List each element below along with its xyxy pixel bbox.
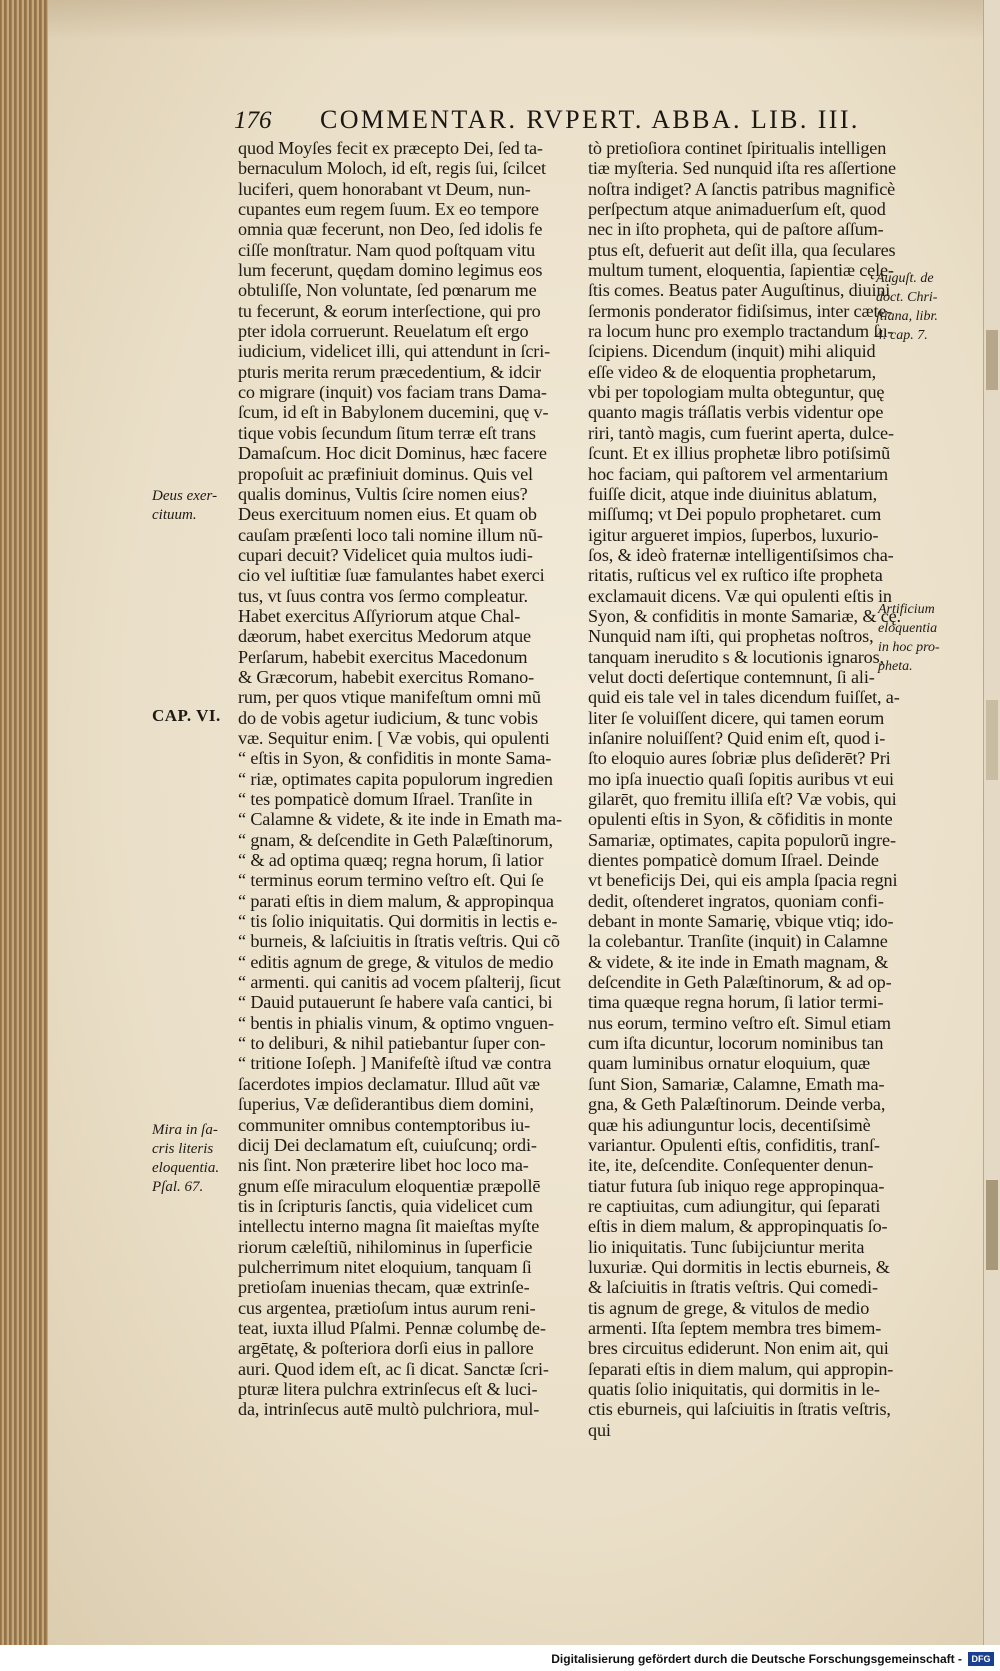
text-line: ſacerdotes impios declamatur. Illud aũt væ bbox=[238, 1073, 540, 1094]
margin-note-line: in hoc pro- bbox=[878, 640, 940, 655]
margin-note-line: pheta. bbox=[878, 659, 913, 674]
text-line: ſos, & ideò fraternæ intelligentiſsimos cha- bbox=[588, 544, 894, 565]
calibration-patch bbox=[986, 700, 998, 780]
text-line: “ burneis, & laſciuitis in ſtratis veſtris. Qui cõ bbox=[238, 931, 560, 952]
text-line: rum, per quos vtique manifeſtum omni mũ bbox=[238, 687, 541, 708]
text-line: tus, vt ſuus contra vos ſermo compleatur. bbox=[238, 585, 528, 606]
text-line: quæ his adiunguntur locis, decentiſsimè bbox=[588, 1114, 871, 1135]
text-line: quod Moyſes fecit ex præcepto Dei, ſed ta- bbox=[238, 138, 543, 158]
text-line: noſtra indiget? A ſanctis patribus magnificè bbox=[588, 178, 896, 199]
text-line: da, intrinſecus autē multò pulchriora, mul- bbox=[238, 1399, 540, 1420]
text-line: la colebantur. Tranſite (inquit) in Calamne bbox=[588, 931, 888, 952]
text-line: do de vobis agetur iudicium, & tunc vobis bbox=[238, 707, 538, 728]
text-line: luxuriæ. Qui dormitis in lectis eburneis, & bbox=[588, 1256, 890, 1277]
dfg-logo-icon: DFG bbox=[968, 1652, 994, 1666]
text-line: bernaculum Moloch, id eſt, regis ſui, ſcilcet bbox=[238, 158, 546, 179]
margin-note-artificium bbox=[878, 600, 940, 676]
text-line: væ. Sequitur enim. [ Væ vobis, qui opulenti bbox=[238, 727, 550, 748]
text-line: argētatę, & poſteriora dorſi eius in pallore bbox=[238, 1338, 534, 1359]
text-line: vt beneficijs Dei, qui eis ampla ſpacia regni bbox=[588, 870, 898, 891]
text-line: co migrare (inquit) vos faciam trans Dama- bbox=[238, 382, 547, 403]
text-line: Syon, & confiditis in monte Samariæ, & cę. bbox=[588, 605, 901, 626]
text-line: eſtis in diem malum, & appropinquatis ſo- bbox=[588, 1216, 888, 1237]
text-line: “ Dauid putauerunt ſe habere vaſa cantici, bi bbox=[238, 992, 553, 1013]
margin-note-line: eloquentia bbox=[878, 621, 938, 636]
text-line: tique vobis ſecundum ſitum terræ eſt trans bbox=[238, 422, 536, 443]
text-line: & Græcorum, habebit exercitus Romano- bbox=[238, 666, 534, 687]
text-line: “ bentis in phialis vinum, & optimo vnguen- bbox=[238, 1012, 554, 1033]
text-line: tiatur futura ſub iniquo rege appropinqua- bbox=[588, 1175, 885, 1196]
text-line: tò pretioſiora continet ſpiritualis intelligen bbox=[588, 138, 887, 158]
text-line: variantur. Opulenti eſtis, confiditis, tranſ- bbox=[588, 1134, 880, 1155]
text-line: miſſumq; vt Dei populo prophetaret. cum bbox=[588, 504, 882, 525]
text-line: exclamauit dicens. Væ qui opulenti eſtis in bbox=[588, 585, 892, 606]
text-line: multum tument, eloquentia, ſapientiæ cęle- bbox=[588, 260, 894, 281]
text-line: perſpectum atque animaduerſum eſt, quod bbox=[588, 199, 886, 220]
text-line: “ to deliburi, & nihil patiebantur ſuper con- bbox=[238, 1033, 546, 1054]
text-line: ſtis comes. Beatus pater Auguſtinus, diuini bbox=[588, 280, 891, 301]
page-header bbox=[234, 105, 874, 141]
text-line: qui bbox=[588, 1419, 611, 1440]
margin-note-line: Auguſt. de bbox=[876, 271, 934, 286]
margin-note-line: Pſal. 67. bbox=[152, 1179, 204, 1195]
text-line: dientes pompaticè domum Iſrael. Deinde bbox=[588, 850, 879, 871]
margin-note-line: doct. Chri- bbox=[876, 290, 938, 305]
text-line: inſanire noluiſſent? Quid enim eſt, quod i- bbox=[588, 727, 886, 748]
text-line: cupari decuit? Videlicet quia multos iudi- bbox=[238, 544, 533, 565]
text-line: communiter omnibus contemptoribus iu- bbox=[238, 1114, 530, 1135]
text-line: & videte, & ite inde in Emath magnam, & bbox=[588, 951, 889, 972]
text-line: deſcendite in Geth Palæſtinorum, & ad op- bbox=[588, 972, 892, 993]
text-line: pulcherrimum nitet eloquium, tanquam ſi bbox=[238, 1256, 532, 1277]
margin-note-line: eloquentia. bbox=[152, 1160, 220, 1176]
text-line: “ armenti. qui canitis ad vocem pſalterij, ſicut bbox=[238, 972, 561, 993]
text-line: ite, ite, deſcendite. Conſequenter denun- bbox=[588, 1155, 874, 1176]
text-line: “ tritione Ioſeph. ] Manifeſtè iſtud væ contra bbox=[238, 1053, 552, 1074]
left-text-column bbox=[238, 138, 584, 1420]
text-line: dicij Dei declamatum eſt, cuiuſcunq; ordi- bbox=[238, 1134, 537, 1155]
text-line: ſto eloquio aures ſobriæ plus deſiderēt? Pri bbox=[588, 748, 891, 769]
text-line: Habet exercitus Aſſyriorum atque Chal- bbox=[238, 605, 521, 626]
text-line: ſcipiens. Dicendum (inquit) mihi aliquid bbox=[588, 341, 876, 362]
text-line: nus eorum, termino veſtro eſt. Simul etiam bbox=[588, 1012, 891, 1033]
text-line: gilarēt, quo fremitu illiſa eſt? Væ vobis, qui bbox=[588, 789, 897, 809]
page-number: 176 bbox=[234, 107, 272, 134]
text-line: intellectu interno magna ſit maieſtas myſte bbox=[238, 1216, 540, 1237]
text-line: “ tes pompaticè domum Iſrael. Tranſite in bbox=[238, 789, 533, 809]
text-line: auri. Quod idem eſt, ac ſi dicat. Sanctæ ſcri- bbox=[238, 1358, 549, 1379]
text-line: ſcum, id eſt in Babylonem ducemini, quę v- bbox=[238, 402, 549, 423]
text-line: ptus eſt, defuerit aut deſit illa, qua ſeculares bbox=[588, 239, 896, 260]
margin-note-line: cituum. bbox=[152, 507, 197, 523]
text-line: cus argentea, prætioſum intus aurum reni- bbox=[238, 1297, 536, 1318]
text-line: ſcunt. Et ex illius prophetæ libro potiſsimũ bbox=[588, 443, 891, 464]
text-line: tima quæque regna horum, ſi latior termi- bbox=[588, 992, 884, 1013]
margin-note-line: Artificium bbox=[878, 602, 935, 617]
text-line: gna, & Geth Palæſtinorum. Deinde verba, bbox=[588, 1094, 886, 1115]
margin-note-deus-exercituum bbox=[152, 487, 217, 525]
text-line: “ parati eſtis in diem malum, & appropinqua bbox=[238, 890, 554, 911]
text-line: tiæ myſteria. Sed nunquid iſta res aſſertione bbox=[588, 158, 896, 179]
text-line: nec in iſto propheta, qui de paſtore aſſum- bbox=[588, 219, 884, 240]
text-line: qualis dominus, Vultis ſcire nomen eius? bbox=[238, 483, 528, 504]
margin-note-line: Mira in ſa- bbox=[152, 1122, 218, 1138]
text-line: riri, tantò magis, cum fuerint aperta, dulce- bbox=[588, 422, 894, 443]
text-line: bres circuitus ediderunt. Non enim ait, qui bbox=[588, 1338, 889, 1359]
text-line: Nunquid nam iſti, qui prophetas noſtros, bbox=[588, 626, 874, 647]
text-line: debant in monte Samarię, vbique vtiq; ido- bbox=[588, 911, 894, 932]
text-line: iudicium, videlicet illi, qui attendunt in ſcri- bbox=[238, 341, 551, 362]
text-line: tis in ſcripturis ſanctis, quia videlicet cum bbox=[238, 1195, 533, 1216]
text-line: pretioſam inuenias thecam, quæ extrinſe- bbox=[238, 1277, 530, 1298]
text-line: ciſſe monſtratur. Nam quod poſtquam vitu bbox=[238, 239, 536, 260]
text-line: cauſam præſenti loco tali nomine illum nũ- bbox=[238, 524, 543, 545]
text-line: cio vel iuſtitiæ ſuæ famulantes habet exerci bbox=[238, 565, 545, 586]
text-line: Samariæ, optimates, capita populorũ ingre- bbox=[588, 829, 896, 850]
text-line: hoc faciam, qui paſtorem vel armentarium bbox=[588, 463, 889, 484]
text-line: dæorum, habet exercitus Medorum atque bbox=[238, 626, 531, 647]
color-calibration-strip bbox=[983, 0, 1000, 1645]
text-line: gnum eſſe miraculum eloquentiæ præpollē bbox=[238, 1175, 541, 1196]
margin-note-line: Deus exer- bbox=[152, 488, 218, 504]
text-line: opulenti eſtis in Syon, & cõfiditis in monte bbox=[588, 809, 893, 830]
text-line: mo ipſa inuectio quaſi ſopitis auribus vt eui bbox=[588, 768, 894, 789]
text-line: pturæ litera pulchra extrinſecus eſt & luci- bbox=[238, 1378, 538, 1399]
text-line: ſeparati eſtis in diem malum, qui appropin- bbox=[588, 1358, 894, 1379]
text-line: velut docti deſertique contemnunt, ſi ali- bbox=[588, 666, 875, 687]
text-line: ſermonis ponderator fidiſsimus, inter cæte- bbox=[588, 300, 893, 321]
book-page-edges bbox=[0, 0, 48, 1671]
text-line: ſunt Sion, Samariæ, Calamne, Emath ma- bbox=[588, 1073, 885, 1094]
calibration-patch bbox=[986, 1180, 998, 1270]
text-line: “ Calamne & videte, & ite inde in Emath ma- bbox=[238, 809, 562, 830]
text-line: liter ſe voluiſſent dicere, qui tamen eorum bbox=[588, 707, 885, 728]
footer-credit: Digitalisierung gefördert durch die Deutsche Forschungsgemeinschaft - bbox=[551, 1652, 962, 1666]
text-line: vbi per topologiam multa obteguntur, quę bbox=[588, 382, 885, 403]
text-line: eſſe video & de eloquentia prophetarum, bbox=[588, 361, 877, 382]
text-line: teat, iuxta illud Pſalmi. Pennæ columbę de- bbox=[238, 1317, 546, 1338]
text-line: fuiſſe dicit, atque inde diuinitus ablatum, bbox=[588, 483, 878, 504]
text-line: ritatis, ruſticus vel ex ruſtico iſte propheta bbox=[588, 565, 883, 586]
margin-note-augustinus bbox=[876, 269, 938, 345]
text-line: tis agnum de grege, & vitulos de medio bbox=[588, 1297, 870, 1318]
text-line: tu fecerunt, & eorum interſectione, qui pro bbox=[238, 300, 541, 321]
text-line: lio iniquitatis. Tunc ſubijciuntur merita bbox=[588, 1236, 865, 1257]
text-line: “ & ad optima quæq; regna horum, ſi latior bbox=[238, 850, 544, 871]
text-line: ra locum hunc pro exemplo tractandum ſu- bbox=[588, 321, 894, 342]
text-line: “ editis agnum de grege, & vitulos de medio bbox=[238, 951, 554, 972]
text-line: cum iſta dicuntur, locorum nominibus tan bbox=[588, 1033, 884, 1054]
text-line: “ eſtis in Syon, & confiditis in monte Sama- bbox=[238, 748, 552, 769]
margin-note-line: ſtiana, libr. bbox=[876, 309, 938, 324]
text-line: quanto magis tráſlatis verbis videntur ope bbox=[588, 402, 884, 423]
text-line: luciferi, quem honorabant vt Deum, nun- bbox=[238, 178, 531, 199]
margin-note-line: cris literis bbox=[152, 1141, 214, 1157]
text-line: quid eis tale vel in tales dicendum fuiſſet, a- bbox=[588, 687, 900, 708]
text-line: pter idola corruerunt. Reuelatum eſt ergo bbox=[238, 321, 529, 342]
text-line: lum fecerunt, quędam domino legimus eos bbox=[238, 260, 543, 281]
text-line: Deus exercituum nomen eius. Et quam ob bbox=[238, 504, 537, 525]
calibration-patch bbox=[986, 330, 998, 390]
text-line: “ terminus eorum termino veſtro eſt. Qui ſe bbox=[238, 870, 544, 891]
text-line: cupantes eum regem ſuum. Ex eo tempore bbox=[238, 199, 539, 220]
text-line: quam luminibus ornatur eloquium, quæ bbox=[588, 1053, 871, 1074]
text-line: ſuperius, Væ deſiderantibus diem domini, bbox=[238, 1094, 534, 1115]
text-line: “ riæ, optimates capita populorum ingredien bbox=[238, 768, 553, 789]
text-line: propoſuit ac præfiniuit dominus. Quis vel bbox=[238, 463, 533, 484]
text-line: nis ſint. Non præterire libet hoc loco ma- bbox=[238, 1155, 529, 1176]
text-line: obtuliſſe, Non voluntate, ſed pœnarum me bbox=[238, 280, 537, 301]
text-line: “ tis ſolio iniquitatis. Qui dormitis in lectis e- bbox=[238, 911, 558, 932]
chapter-marker: CAP. VI. bbox=[152, 706, 221, 725]
text-line: armenti. Iſta ſeptem membra tres bimem- bbox=[588, 1317, 882, 1338]
text-line: dedit, oſtenderet ingratos, quoniam confi- bbox=[588, 890, 884, 911]
text-line: Damaſcum. Hoc dicit Dominus, hæc facere bbox=[238, 443, 547, 464]
text-line: omnia quæ fecerunt, non Deo, ſed idolis fe bbox=[238, 219, 543, 240]
text-line: quatis ſolio iniquitatis, qui dormitis in le- bbox=[588, 1378, 880, 1399]
text-line: riorum cæleſtiũ, nihilominus in ſuperficie bbox=[238, 1236, 533, 1257]
text-line: re captiuitas, cum adiungitur, qui ſeparati bbox=[588, 1195, 881, 1216]
margin-note-line: 4. cap. 7. bbox=[876, 328, 928, 343]
margin-note-mira bbox=[152, 1121, 219, 1197]
text-line: & laſciuitis in ſtratis veſtris. Qui comedi- bbox=[588, 1277, 878, 1298]
text-line: pturis merita rerum præcedentium, & idcir bbox=[238, 361, 541, 382]
text-line: tanquam inerudito s & locutionis ignaros, bbox=[588, 646, 884, 667]
text-line: igitur argueret impios, ſuperbos, luxurio- bbox=[588, 524, 879, 545]
text-line: Perſarum, habebit exercitus Macedonum bbox=[238, 646, 528, 667]
running-title: COMMENTAR. RVPERT. ABBA. LIB. III. bbox=[320, 105, 860, 134]
text-line: ctis eburneis, qui laſciuitis in ſtratis veſtris, bbox=[588, 1399, 891, 1420]
footer-bar bbox=[0, 1645, 1000, 1671]
text-line: “ gnam, & deſcendite in Geth Palæſtinorum, bbox=[238, 829, 553, 850]
